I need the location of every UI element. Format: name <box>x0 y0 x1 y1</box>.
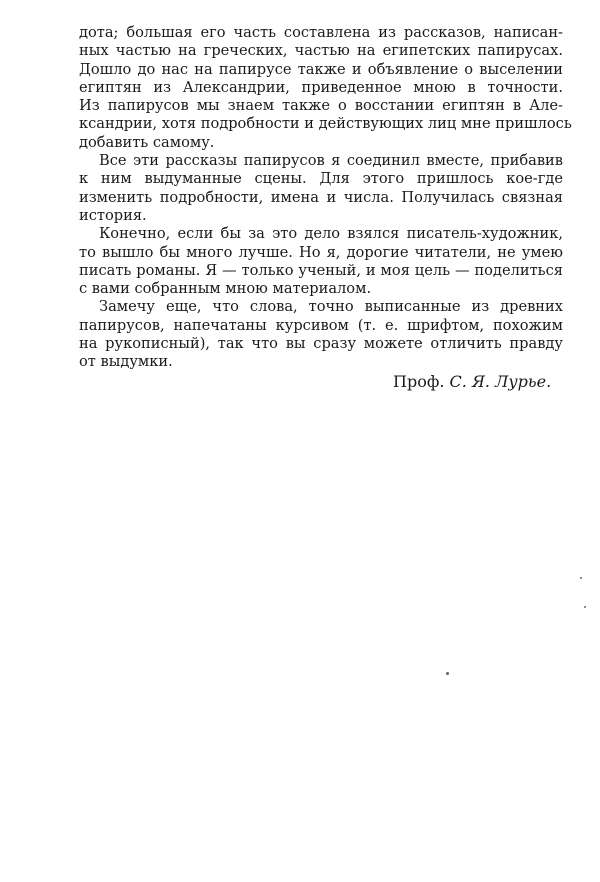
text-line: с вами собранным мною материалом. <box>79 280 372 298</box>
paragraph-3 <box>79 225 563 298</box>
text-line: от выдумки. <box>79 353 173 371</box>
text-line: Замечу еще, что слова, точно выписанные из древних <box>99 298 563 316</box>
text-line: Дошло до нас на папирусе также и объявление о выселении <box>79 60 563 78</box>
author-signature <box>393 372 551 391</box>
body-text <box>79 24 572 372</box>
paragraph-1 <box>79 24 572 152</box>
text-line: Конечно, если бы за это дело взялся писатель-художник, <box>99 225 563 243</box>
paragraph-2 <box>79 152 563 225</box>
text-line: писать романы. Я — только ученый, и моя цель — поделиться <box>79 261 563 279</box>
text-line: Из папирусов мы знаем также о восстании египтян в Але- <box>79 97 563 115</box>
scan-speck <box>584 606 586 608</box>
text-line: ных частью на греческих, частью на египетских папирусах. <box>79 42 563 60</box>
text-line: ксандрии, хотя подробности и действующих лиц мне пришлось <box>79 115 572 133</box>
signature-title: Проф. <box>393 372 445 391</box>
text-line: Все эти рассказы папирусов я соединил вместе, прибавив <box>99 152 563 170</box>
text-line: добавить самому. <box>79 133 215 151</box>
paragraph-4 <box>79 298 563 371</box>
text-line: к ним выдуманные сцены. Для этого пришлось кое-где <box>79 170 563 188</box>
text-line: дота; большая его часть составлена из рассказов, написан- <box>79 24 563 41</box>
text-line: то вышло бы много лучше. Но я, дорогие читатели, не умею <box>79 243 563 261</box>
text-line: история. <box>79 206 147 224</box>
text-line: папирусов, напечатаны курсивом (т. е. шрифтом, похожим <box>79 316 563 334</box>
text-line: изменить подробности, имена и числа. Получилась связная <box>79 188 563 206</box>
scan-speck <box>446 672 449 675</box>
text-line: египтян из Александрии, приведенное мною в точности. <box>79 78 563 96</box>
scan-speck <box>580 577 582 579</box>
text-line: на рукописный), так что вы сразу можете отличить правду <box>79 335 563 353</box>
signature-author: С. Я. Лурье. <box>449 372 552 391</box>
